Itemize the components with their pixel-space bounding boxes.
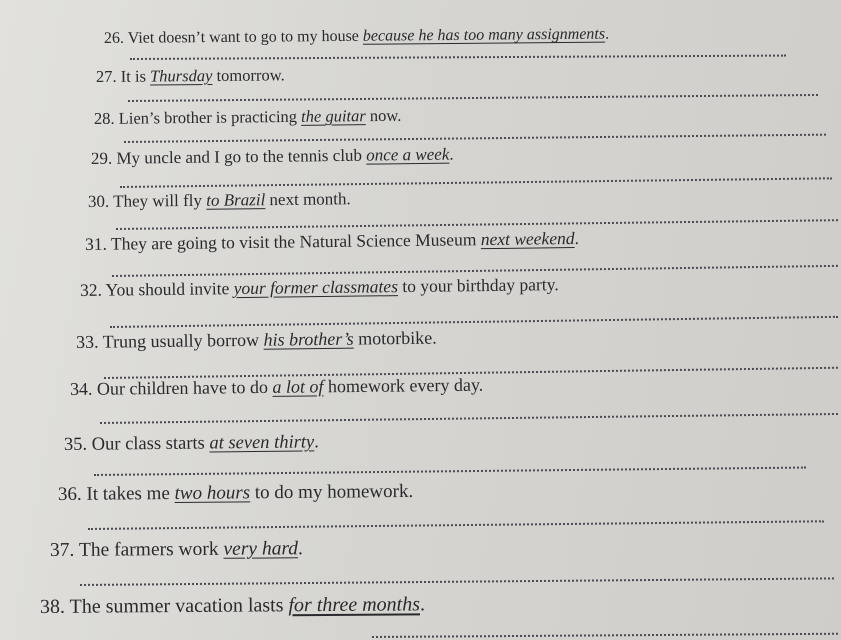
sentence-end: . xyxy=(297,538,303,560)
underlined-phrase: next weekend xyxy=(480,228,575,250)
exercise-38 xyxy=(40,593,425,618)
sentence-text: It is xyxy=(120,66,151,86)
exercise-36 xyxy=(58,481,413,506)
exercise-30 xyxy=(88,188,351,213)
exercise-35 xyxy=(64,431,319,456)
sentence-text: Our class starts xyxy=(91,433,210,455)
sentence-text: It takes me xyxy=(86,482,175,505)
sentence-end: . xyxy=(604,25,610,43)
exercise-number: 27. xyxy=(95,66,117,86)
sentence-end: . xyxy=(574,227,580,249)
answer-line xyxy=(110,316,838,328)
answer-line xyxy=(100,413,838,424)
exercise-number: 33. xyxy=(75,331,99,352)
underlined-phrase: once a week xyxy=(366,144,450,165)
sentence-end: . xyxy=(314,432,319,453)
answer-line xyxy=(372,633,838,638)
exercise-34 xyxy=(70,374,483,400)
exercise-27 xyxy=(96,64,285,88)
sentence-text: Viet doesn’t want to go to my house xyxy=(127,27,363,47)
answer-line xyxy=(80,577,834,586)
exercise-number: 29. xyxy=(90,148,113,168)
sentence-end: homework every day. xyxy=(323,374,484,397)
exercise-number: 26. xyxy=(103,29,125,47)
exercise-number: 36. xyxy=(57,483,82,505)
underlined-phrase: his brother’s xyxy=(263,328,354,350)
underlined-phrase: Thursday xyxy=(150,65,213,86)
sentence-text: Our children have to do xyxy=(96,376,273,399)
sentence-end: to your birthday party. xyxy=(397,274,559,297)
exercise-number: 35. xyxy=(63,434,88,455)
sentence-text: They will fly xyxy=(113,190,207,211)
exercise-number: 31. xyxy=(84,233,107,254)
underlined-phrase: the guitar xyxy=(301,106,366,126)
exercise-37 xyxy=(50,538,303,562)
underlined-phrase: at seven thirty xyxy=(209,432,315,454)
exercise-number: 34. xyxy=(69,378,93,399)
answer-line xyxy=(128,94,818,102)
sentence-end: next month. xyxy=(265,189,351,210)
underlined-phrase: your former classmates xyxy=(233,276,399,299)
sentence-end: . xyxy=(449,144,454,164)
exercise-number: 30. xyxy=(87,191,110,211)
sentence-text: You should invite xyxy=(105,278,234,300)
underlined-phrase: two hours xyxy=(174,482,251,504)
underlined-phrase: for three months xyxy=(288,593,421,617)
exercise-28 xyxy=(94,105,402,130)
sentence-text: My uncle and I go to the tennis club xyxy=(116,145,367,168)
sentence-end: to do my homework. xyxy=(250,480,414,504)
underlined-phrase: very hard xyxy=(223,538,299,560)
exercise-number: 28. xyxy=(93,108,115,128)
underlined-phrase: because he has too many assignments xyxy=(362,25,606,45)
underlined-phrase: a lot of xyxy=(272,376,324,397)
sentence-end: . xyxy=(419,593,426,616)
sentence-text: The summer vacation lasts xyxy=(69,594,289,618)
answer-line xyxy=(120,177,832,188)
exercise-26 xyxy=(104,24,609,50)
answer-line xyxy=(94,467,806,476)
sentence-text: They are going to visit the Natural Science Museum xyxy=(110,229,481,254)
sentence-text: Trung usually borrow xyxy=(102,329,264,352)
sentence-text: Lien’s brother is practicing xyxy=(118,106,302,128)
exercise-number: 37. xyxy=(49,539,75,561)
exercise-29 xyxy=(91,144,454,170)
exercise-33 xyxy=(76,327,437,353)
exercise-number: 32. xyxy=(79,279,102,300)
answer-line xyxy=(130,55,786,60)
sentence-end: now. xyxy=(365,105,402,126)
sentence-end: motorbike. xyxy=(353,327,437,349)
sentence-end: tomorrow. xyxy=(212,65,285,85)
underlined-phrase: to Brazil xyxy=(206,190,266,210)
sentence-text: The farmers work xyxy=(78,538,224,561)
answer-line xyxy=(88,520,824,530)
exercise-32 xyxy=(80,273,559,301)
exercise-number: 38. xyxy=(39,595,66,618)
exercise-31 xyxy=(85,227,579,255)
answer-line xyxy=(124,134,826,143)
